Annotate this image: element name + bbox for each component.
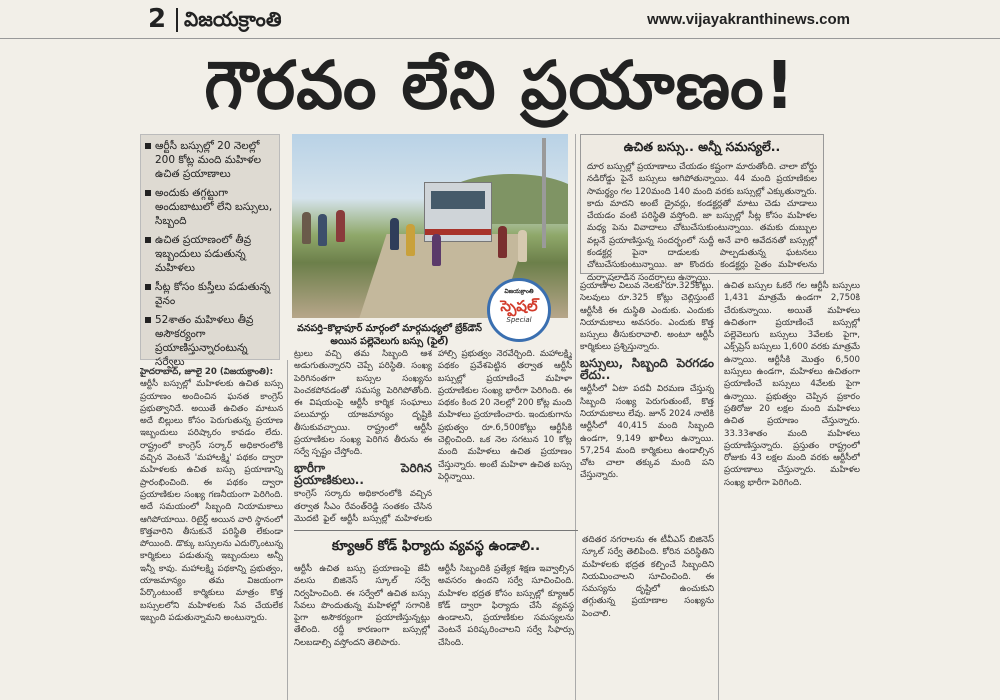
column-text: ఆర్టీసీ ఉచిత బస్సు ప్రయాణంపై జేవీ వలసు బిజినెస్ స్కూల్ సర్వే నిర్వహించింది. ఈ సర్వేలో ఉచిత బస్సు సేవలు పొందుతున్న మహిళల్లో సగానికి పైగా అసౌకర్యంగా ప్రయాణిస్తున్నట్లు తేలింది. రద్దీ కారణంగా బస్సుల్లో నిలబడాల్సి వస్తోందని తెలిపారు.: [294, 564, 430, 648]
highlight-text: ఆర్టీసీ బస్సుల్లో 20 నెలల్లో 200 కోట్ల మంది మహిళల ఉచిత ప్రయాణాలు: [155, 140, 262, 180]
box-column-left: [294, 563, 430, 699]
page-number: 2: [148, 4, 167, 34]
bullet-icon: [145, 233, 155, 275]
qr-complaint-box: [294, 530, 578, 700]
highlight-item: [145, 313, 275, 369]
special-badge: [487, 278, 551, 342]
person-figure: [406, 224, 415, 256]
highlight-item: [145, 186, 275, 228]
person-figure: [498, 226, 507, 258]
highlights-box: [140, 134, 280, 368]
highlight-text: 52శాతం మహిళలు తీవ్ర అసౌకర్యంగా ప్రయాణిస్తున్నారంటున్న సర్వేలు: [155, 314, 254, 368]
person-figure: [518, 230, 527, 262]
column-text: ప్రయాణాల విలువ నెలకు రూ.325కోట్లు. సెలవులు రూ.325 కోట్లు చెల్లిస్తుంటే ఆర్టీసీకి ఈ దుస్థితి ఎందుకు. ఎందుకు నియామకాలు అవసరం. ఎందుకు కొత్త బస్సులు తీసుకురావాలి. అంటూ ఆర్టీసీ కార్మికులు ప్రశ్నిస్తున్నారు.: [580, 281, 714, 353]
article-column-1: [140, 366, 283, 698]
bullet-icon: [145, 313, 155, 369]
column-text: ట్రులు వచ్చి తమ సిబ్బంది ఆశ అడుగుతున్నారని చెప్పే పరిస్థితి. సంఖ్య పెరిగినంతగా బస్సుల సంఖ్యను పెంచకపోవడంతో సమస్య పెరిగిపోతోంది. ఈ విషయంపై ఆర్టీసీ కార్మిక సంఘాలు పలుమార్లు యాజమాన్యం దృష్టికి తీసుకువచ్చాయి. రాష్ట్రంలో ఆర్టీసీ ప్రయాణికుల సంఖ్య పెరిగిన తీరును ఈ సర్వే స్పష్టం చేస్తోంది.: [294, 349, 432, 458]
person-figure: [432, 234, 441, 266]
column-text: తదితర నగరాలను ఈ టీవీఎస్ బిజినెస్ స్కూల్ సర్వే తెలిపింది. కోరిన పరిస్థితిని మహిళలకు భద్రత కల్పించే సిబ్బందిని నియమించాలని సూచించింది. ఈ సమస్యను దృష్టిలో ఉంచుకుని తగ్గుతున్న ప్రయాణాల సంఖ్యను పెంచాలి.: [582, 535, 714, 619]
bullet-icon: [145, 139, 155, 181]
article-column-6: [582, 534, 714, 698]
sidebar-text: దూర బస్సుల్లో ప్రయాణాలు చేయడం కష్టంగా మారుతోంది. చాలా బోర్డు నడిరోడ్డు పైనే బస్సులు ఆగిపోతున్నాయి. 44 మంది ప్రయాణికుల సామర్థ్యం గల 120మంది 140 మంది వరకు బస్సుల్లో ఎక్కుతున్నారు. కాదు మాదని అంటే డ్రైవర్లు, కండక్టర్లతో మాటు చెడు చూడాలు చేయడం వంటి పరిస్థితి వస్తోంది. జా బస్సుల్లో సీట్ల కోసం మహిళల మధ్య పెను వివాదాలు చోటుచేసుకుంటున్నాయి. తమకు దుబ్బుల వల్లనే ప్రయాణిస్తున్న సందర్భంలో సుద్దీ అనే వారి ఆవేదనతో బస్సుల్లో కండక్టర్ల పైనా దాడులకు పాల్పడుతున్న ఘటనలు చోటుచేసుకుంటున్నాయి. జా కొందరు కండక్టర్లు సైతం మహిళలను దుర్భాషలాడిన సందర్భాలు ఉన్నాయి.: [587, 162, 817, 283]
person-figure: [302, 212, 311, 244]
highlight-item: [145, 233, 275, 275]
badge-text: స్పెషల్: [500, 297, 538, 315]
article-column-2: [294, 348, 432, 526]
highlight-item: [145, 280, 275, 308]
sidebar-box: [580, 134, 824, 283]
person-figure: [390, 218, 399, 250]
masthead-bar: [0, 0, 1000, 39]
highlight-item: [145, 139, 275, 181]
column-subhead: బస్సులు, సిబ్బంది పెరగడం లేదు..: [580, 355, 714, 383]
box-column-right: [438, 563, 574, 699]
article-column-5: [724, 280, 860, 698]
bullet-icon: [145, 186, 155, 228]
badge-brand: విజయక్రాంతి: [504, 288, 534, 295]
column-text: ఆర్టీసీ బస్సుల్లో మహిళలకు ఉచిత బస్సు ప్రయాణం అందించిన ఘనత కాంగ్రెస్ ప్రభుత్వానిదే. అయితే ఉచితం మాటున అదే బిల్లులు కోసం పెరుగుతున్న ప్రయాణ ఇబ్బందులు పరిష్కారం కావడం లేదు. రాష్ట్రంలో కాంగ్రెస్ సర్కార్ అధికారంలోకి వచ్చిన వెంటనే 'మహాలక్ష్మి' పథకం ద్వారా మహిళలకు ఉచిత బస్సు ప్రయాణాన్ని ప్రారంభించింది. ఈ పథకం ద్వారా ప్రయాణికుల సంఖ్య గణనీయంగా పెరిగింది. అదే సమయంలో సిబ్బంది నియామకాలు ఆగిపోయాయి. రిటైర్డ్ అయిన వారి స్థానంలో కొత్తవారిని తీసుకునే పరిస్థితి లేకుండా పోయింది. డొక్కు బస్సులను ఎదుర్కొంటున్న కార్మికులు పడుతున్న ఇబ్బందులు అన్నీ ఇన్నీ కావు. మహాలక్ష్మి పథకాన్ని ప్రభుత్వం, యాజమాన్యం తమ విజయంగా పేర్కొంటుంటే కార్మికులు మాత్రం కొత్త బస్సులలోని మహిళలకు సేవ చేయలేక ఇబ్బంది పడుతున్నామని అంటున్నారు.: [140, 379, 283, 623]
person-figure: [318, 214, 327, 246]
highlight-text: సీట్ల కోసం కుస్తీలు పడుతున్న వైనం: [155, 281, 271, 307]
column-rule: [287, 360, 288, 700]
badge-sub: Special: [506, 316, 532, 324]
column-text: ఉచిత బస్సుల ఓకరే గల ఆర్టీసీ బస్సులు 1,431 మాత్రమే ఉండగా 2,750కి చేరుకున్నాయి. అయితే మహిళలు ఉచితంగా ప్రయాణించే బస్సుల్లో పల్లెవెలుగు బస్సులు 3వేలకు పైగా, ఎక్స్‌ప్రెస్ బస్సులు 1,600 వరకు మాత్రమే ఉన్నాయి. ఆర్టీసీకి మొత్తం 6,500 బస్సులు ఉండగా, మహిళలు ఉచితంగా ప్రయాణించే బస్సులు 4వేలకు పైగా ఉన్నాయి. ప్రభుత్వం చెప్పిన ప్రకారం ప్రతిరోజు 20 లక్షల మంది మహిళలు ఉచిత ప్రయాణం చేస్తున్నారు. 33.33శాతం మంది మహిళలు ప్రయాణిస్తున్నారు. ప్రస్తుతం రాష్ట్రంలో రోజుకు 43 లక్షల మంది వరకు ఆర్టీసీలో ప్రయాణాలు చేస్తున్నారు. మహిళల సంఖ్య భారీగా పెరిగింది.: [724, 281, 860, 488]
column-text: హాల్సి ప్రభుత్వం నెరవేర్చింది. మహాలక్ష్మి పథకం ప్రవేశపెట్టిన తర్వాత ఆర్టీసీ బస్సుల్లో ప్రయాణించే మహిళా ప్రయాణికుల సంఖ్య భారీగా పెరిగింది. ఈ పథకం కింద 20 నెలల్లో 200 కోట్ల మంది మహిళలు ప్రయాణించారు. ఇందుకుగాను ప్రభుత్వం రూ.6,500కోట్లు ఆర్టీసీకి చెల్లించింది. ఒక నెల సగటున 10 కోట్ల మంది మహిళలు ఉచిత ప్రయాణం చేస్తున్నారు. అంటే మహిళా ఉచిత బస్సు పెర్గిన్నాయి.: [438, 349, 572, 482]
dateline: హైదరాబాద్, జూలై 20 (విజయక్రాంతి):: [140, 367, 274, 377]
paper-name: విజయక్రాంతి: [184, 7, 282, 31]
bus-image: [424, 182, 492, 242]
box-title: క్యూఆర్ కోడ్ ఫిర్యాదు వ్యవస్థ ఉండాలి..: [331, 538, 541, 554]
article-column-4: [580, 280, 714, 528]
sidebar-title: ఉచిత బస్సు.. అన్నీ సమస్యలే..: [623, 139, 781, 154]
column-text: కాంగ్రెస్ సర్కారు అధికారంలోకి వచ్చిన తర్వాత సీఎం రేవంత్‌రెడ్డి సంతకం చేసిన మొదటి ఫైల్ ఆర్టీసీ బస్సుల్లో మహిళలకు: [294, 489, 432, 524]
photo-caption: వనపర్తి–కొల్లాపూర్ మార్గంలో మార్గమధ్యలో బ్రేక్‌డౌన్ అయిన పల్లెవెలుగు బస్సు (ఫైల్): [297, 323, 482, 347]
column-rule: [718, 280, 719, 700]
page-separator: [176, 8, 178, 32]
website-link[interactable]: www.vijayakranthinews.com: [647, 11, 850, 28]
headline: గౌరవం లేని ప్రయాణం!: [204, 47, 796, 124]
highlight-text: ఉచిత ప్రయాణంలో తీవ్ర ఇబ్బందులు పడుతున్న మహిళలు: [155, 234, 252, 274]
photo-pole: [542, 138, 546, 248]
column-subhead: భారీగా పెరిగిన ప్రయాణికులు..: [294, 460, 432, 487]
column-text: ఆర్టీసీ సిబ్బందికి ప్రత్యేక శిక్షణ ఇవ్వాల్సిన అవసరం ఉందని సర్వే సూచించింది. మహిళల భద్రత కోసం బస్సుల్లో క్యూఆర్ కోడ్ ద్వారా ఫిర్యాదు చేసే వ్యవస్థ ఉండాలని, ప్రయాణికుల సమస్యలను వెంటనే పరిష్కరించాలని సర్వే సిఫార్సు చేసింది.: [438, 564, 574, 648]
article-column-3: [438, 348, 572, 526]
person-figure: [336, 210, 345, 242]
highlight-text: అందుకు తగ్గట్టుగా అందుబాటులో లేని బస్సులు, సిబ్బంది: [155, 187, 273, 227]
column-text: ఆర్టీసీలో ఏటా పదవీ విరమణ చేస్తున్న సిబ్బంది సంఖ్య పెరుగుతుంటే, కొత్త నియామకాలు లేవు. జూన్ 2024 నాటికి ఆర్టీసీలో 40,415 మంది సిబ్బంది ఉండగా, 9,149 ఖాళీలు ఉన్నాయి. 57,254 మంది కార్మికులు ఉండాల్సిన చోట చాలా తక్కువ మంది పని చేస్తున్నారు.: [580, 384, 714, 481]
bullet-icon: [145, 280, 155, 308]
